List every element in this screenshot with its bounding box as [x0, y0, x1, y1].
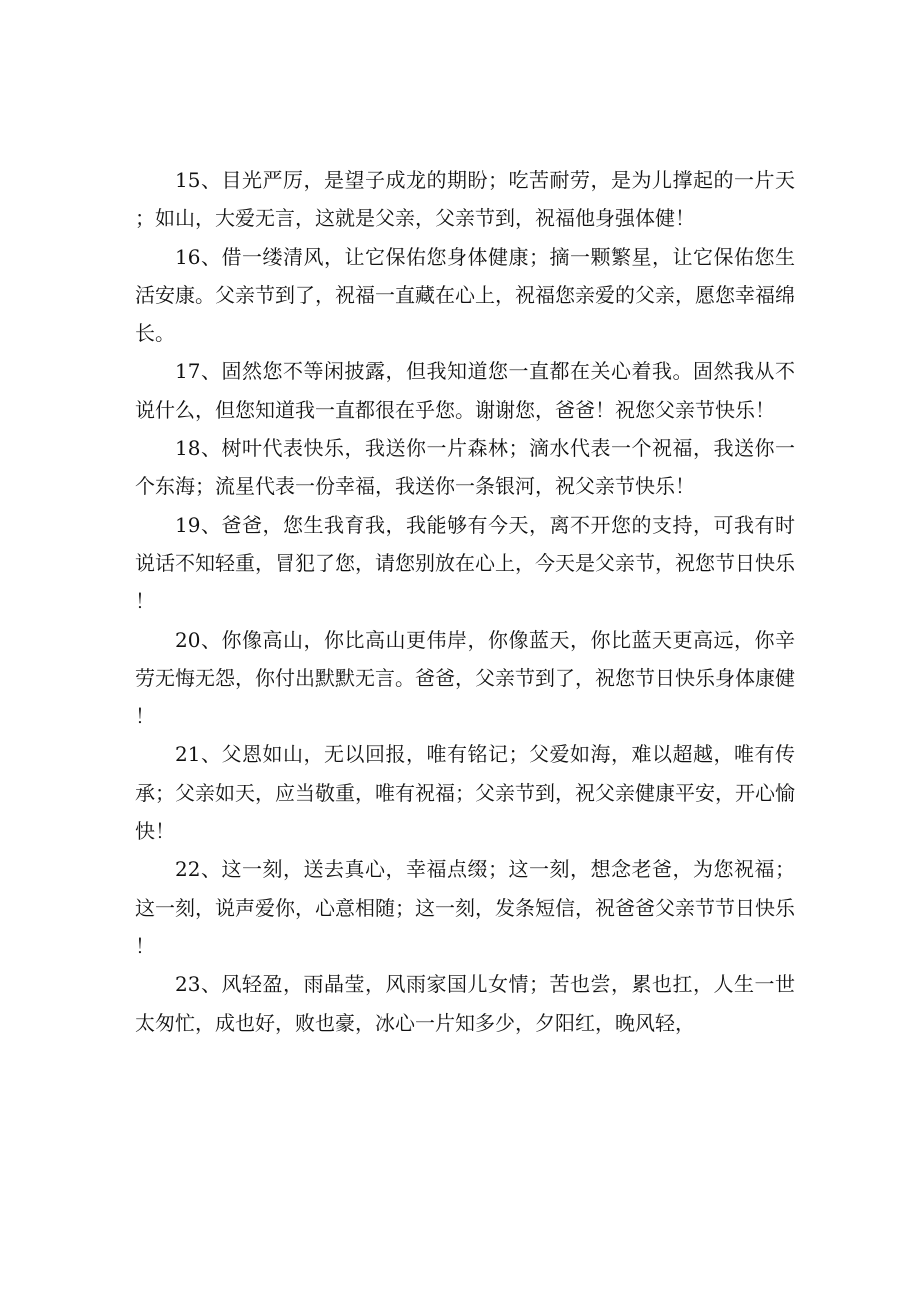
paragraph-15: 15、目光严厉，是望子成龙的期盼；吃苦耐劳，是为儿撑起的一片天；如山，大爱无言，这就是父亲，父亲节到，祝福他身强体健！ — [135, 168, 795, 231]
paragraph-23: 23、风轻盈，雨晶莹，风雨家国儿女情；苦也尝，累也扛，人生一世太匆忙，成也好，败也豪，冰心一片知多少，夕阳红，晚风轻， — [135, 972, 795, 1035]
document-body — [135, 161, 795, 1042]
paragraph-16: 16、借一缕清风，让它保佑您身体健康；摘一颗繁星，让它保佑您生活安康。父亲节到了，祝福一直藏在心上，祝福您亲爱的父亲，愿您幸福绵长。 — [135, 244, 795, 346]
paragraph-17: 17、固然您不等闲披露，但我知道您一直都在关心着我。固然我从不说什么，但您知道我一直都很在乎您。谢谢您，爸爸！祝您父亲节快乐！ — [135, 359, 795, 422]
paragraph-21: 21、父恩如山，无以回报，唯有铭记；父爱如海，难以超越，唯有传承；父亲如天，应当敬重，唯有祝福；父亲节到，祝父亲健康平安，开心愉快！ — [135, 742, 795, 844]
paragraph-22: 22、这一刻，送去真心，幸福点缀；这一刻，想念老爸，为您祝福；这一刻，说声爱你，心意相随；这一刻，发条短信，祝爸爸父亲节节日快乐！ — [135, 857, 795, 958]
paragraph-19: 19、爸爸，您生我育我，我能够有今天，离不开您的支持，可我有时说话不知轻重，冒犯了您，请您别放在心上，今天是父亲节，祝您节日快乐！ — [135, 512, 795, 614]
paragraph-20: 20、你像高山，你比高山更伟岸，你像蓝天，你比蓝天更高远，你辛劳无悔无怨，你付出默默无言。爸爸，父亲节到了，祝您节日快乐身体康健！ — [135, 627, 795, 729]
paragraph-18: 18、树叶代表快乐，我送你一片森林；滴水代表一个祝福，我送你一个东海；流星代表一份幸福，我送你一条银河，祝父亲节快乐！ — [135, 436, 795, 499]
